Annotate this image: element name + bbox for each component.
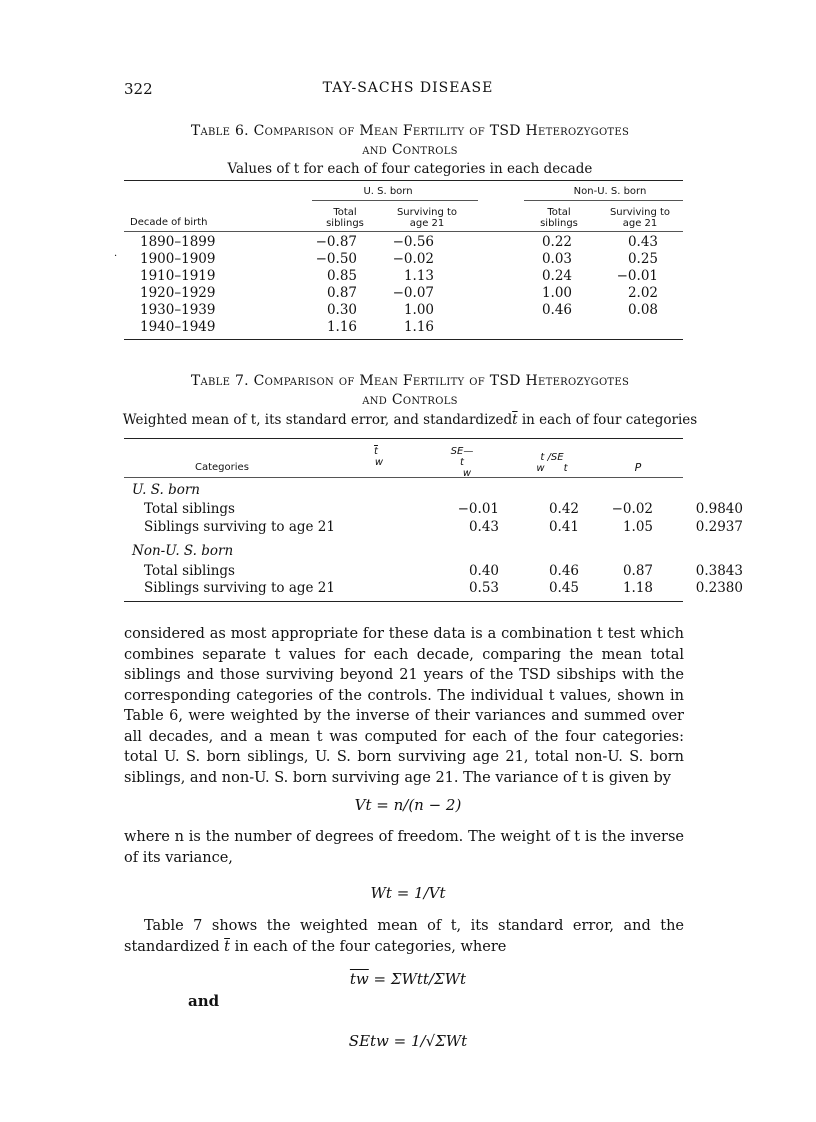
us-surv-cell: −0.07 bbox=[392, 285, 434, 301]
formula-weighted-mean: $\overline{tw} = \Sigma Wtt/\Sigma Wt$ bbox=[349, 970, 467, 988]
table-7-title-line2: and Controls bbox=[362, 392, 458, 408]
table-7-col-p: P bbox=[634, 461, 642, 474]
section-heading-nonus: Non-U. S. born bbox=[132, 543, 234, 559]
table-7-title: Table 7. Comparison of Mean Fertility of TSD Heterozygotes bbox=[190, 373, 630, 389]
decade-cell: 1920–1929 bbox=[140, 285, 216, 301]
decade-cell: 1940–1949 bbox=[140, 319, 216, 335]
us-total-cell: −0.87 bbox=[315, 234, 357, 250]
table-7-col-se: SE— t w bbox=[450, 446, 474, 479]
body-paragraph-2: where n is the number of degrees of freedom. The weight of t is the inverse of its variance, bbox=[124, 829, 684, 866]
table-6-subtitle: Values of t for each of four categories in each decade bbox=[227, 161, 593, 177]
table-6-header-rule bbox=[124, 231, 683, 232]
table-6-col-decade: Decade of birth bbox=[130, 217, 208, 228]
us-surv-cell: −0.02 bbox=[392, 251, 434, 267]
category-cell: Siblings surviving to age 21 bbox=[144, 519, 335, 535]
table-row bbox=[124, 302, 683, 318]
and-word: and bbox=[188, 992, 220, 1010]
nonus-surv-cell: 0.43 bbox=[627, 234, 658, 250]
table-row bbox=[124, 563, 743, 579]
us-surv-cell: 1.00 bbox=[403, 302, 434, 318]
table-6-col-us-total: Total siblings bbox=[326, 207, 364, 229]
table-7-col-tw: $\overline{t}$ w bbox=[374, 446, 384, 468]
se-cell: 0.41 bbox=[548, 519, 579, 535]
table-7-top-rule bbox=[124, 438, 683, 439]
tw-cell: 0.40 bbox=[468, 563, 499, 579]
p-cell: 0.2380 bbox=[695, 580, 743, 596]
p-cell: 0.2937 bbox=[695, 519, 743, 535]
table-6-group-nonus: Non-U. S. born bbox=[573, 186, 647, 197]
us-surv-cell: 1.13 bbox=[403, 268, 434, 284]
tw-cell: 0.43 bbox=[468, 519, 499, 535]
decade-cell: 1890–1899 bbox=[140, 234, 216, 250]
table-6-group-us: U. S. born bbox=[363, 186, 413, 197]
table-6-top-rule bbox=[124, 180, 683, 181]
body-paragraph-1: considered as most appropriate for these data is a combination t test which combines separate t values for each decade, comparing the mean total siblings and those surviving beyond 21 years of the TSD sibships with the corresponding categories of the controls. The individual t values, shown in Table 6, were weighted by the inverse of their variances and summed over all decades, and a mean t was computed for each of the four categories: total U. S. born siblings, U. S. born surviving age 21, total non-U. S. born siblings, and non-U. S. born surviving age 21. The variance of t is given by bbox=[124, 626, 684, 786]
nonus-surv-cell: −0.01 bbox=[616, 268, 658, 284]
table-6-col-nonus-total: Total siblings bbox=[540, 207, 578, 229]
table-6-title-line2: and Controls bbox=[362, 142, 458, 158]
table-7-header-rule bbox=[124, 477, 683, 478]
se-cell: 0.42 bbox=[548, 501, 579, 517]
ratio-cell: 0.87 bbox=[622, 563, 653, 579]
nonus-total-cell: 0.03 bbox=[541, 251, 572, 267]
table-7-bottom-rule bbox=[124, 601, 683, 602]
p-cell: 0.9840 bbox=[695, 501, 743, 517]
table-6-span-rule-nonus bbox=[524, 200, 683, 201]
category-cell: Total siblings bbox=[144, 501, 235, 517]
page-number: 322 bbox=[124, 80, 153, 98]
us-total-cell: 0.87 bbox=[326, 285, 357, 301]
nonus-surv-cell: 2.02 bbox=[627, 285, 658, 301]
p-cell: 0.3843 bbox=[695, 563, 743, 579]
nonus-surv-cell: 0.08 bbox=[627, 302, 658, 318]
us-total-cell: 0.85 bbox=[326, 268, 357, 284]
table-7-subtitle: Weighted mean of t, its standard error, and $standardized\overline{t}$ in each of four categories bbox=[122, 412, 698, 428]
category-cell: Siblings surviving to age 21 bbox=[144, 580, 335, 596]
ratio-cell: 1.05 bbox=[622, 519, 653, 535]
table-7-col-categories: Categories bbox=[195, 462, 249, 473]
tw-cell: −0.01 bbox=[457, 501, 499, 517]
ratio-cell: 1.18 bbox=[622, 580, 653, 596]
nonus-total-cell: 1.00 bbox=[541, 285, 572, 301]
table-row bbox=[124, 251, 683, 267]
table-6-title: Table 6. Comparison of Mean Fertility of TSD Heterozygotes bbox=[190, 123, 630, 139]
table-6-span-rule-us bbox=[312, 200, 478, 201]
us-total-cell: 0.30 bbox=[326, 302, 357, 318]
us-surv-cell: −0.56 bbox=[392, 234, 434, 250]
nonus-total-cell: 0.22 bbox=[541, 234, 572, 250]
us-total-cell: −0.50 bbox=[315, 251, 357, 267]
stray-dot: · bbox=[114, 251, 118, 262]
table-row bbox=[124, 501, 743, 517]
ratio-cell: −0.02 bbox=[611, 501, 653, 517]
table-7-col-ratio: t /SE w t bbox=[536, 452, 568, 474]
decade-cell: 1900–1909 bbox=[140, 251, 216, 267]
table-row bbox=[124, 285, 683, 301]
nonus-total-cell: 0.24 bbox=[541, 268, 572, 284]
nonus-surv-cell: 0.25 bbox=[627, 251, 658, 267]
running-head: TAY-SACHS DISEASE bbox=[322, 80, 494, 96]
tw-cell: 0.53 bbox=[468, 580, 499, 596]
table-6-bottom-rule bbox=[124, 339, 683, 340]
decade-cell: 1910–1919 bbox=[140, 268, 216, 284]
formula-standard-error: SEtw = 1/√ΣWt bbox=[348, 1032, 468, 1050]
body-paragraph-3: Table 7 shows the weighted mean of t, its standard error, and the standardized $\overline{t}$ in each of the four categories, where bbox=[124, 918, 684, 955]
us-total-cell: 1.16 bbox=[326, 319, 357, 335]
nonus-total-cell: 0.46 bbox=[541, 302, 572, 318]
category-cell: Total siblings bbox=[144, 563, 235, 579]
formula-weight: Wt = 1/Vt bbox=[370, 884, 446, 902]
se-cell: 0.45 bbox=[548, 580, 579, 596]
se-cell: 0.46 bbox=[548, 563, 579, 579]
table-row bbox=[124, 268, 683, 284]
formula-variance: Vt = n/(n − 2) bbox=[354, 796, 462, 814]
table-row bbox=[124, 234, 683, 250]
table-row bbox=[124, 580, 743, 596]
section-heading-us: U. S. born bbox=[132, 482, 200, 498]
decade-cell: 1930–1939 bbox=[140, 302, 216, 318]
table-6-col-us-surv: Surviving to age 21 bbox=[396, 207, 458, 229]
table-6-col-nonus-surv: Surviving to age 21 bbox=[609, 207, 671, 229]
us-surv-cell: 1.16 bbox=[403, 319, 434, 335]
table-row bbox=[124, 519, 743, 535]
table-row bbox=[124, 319, 683, 335]
